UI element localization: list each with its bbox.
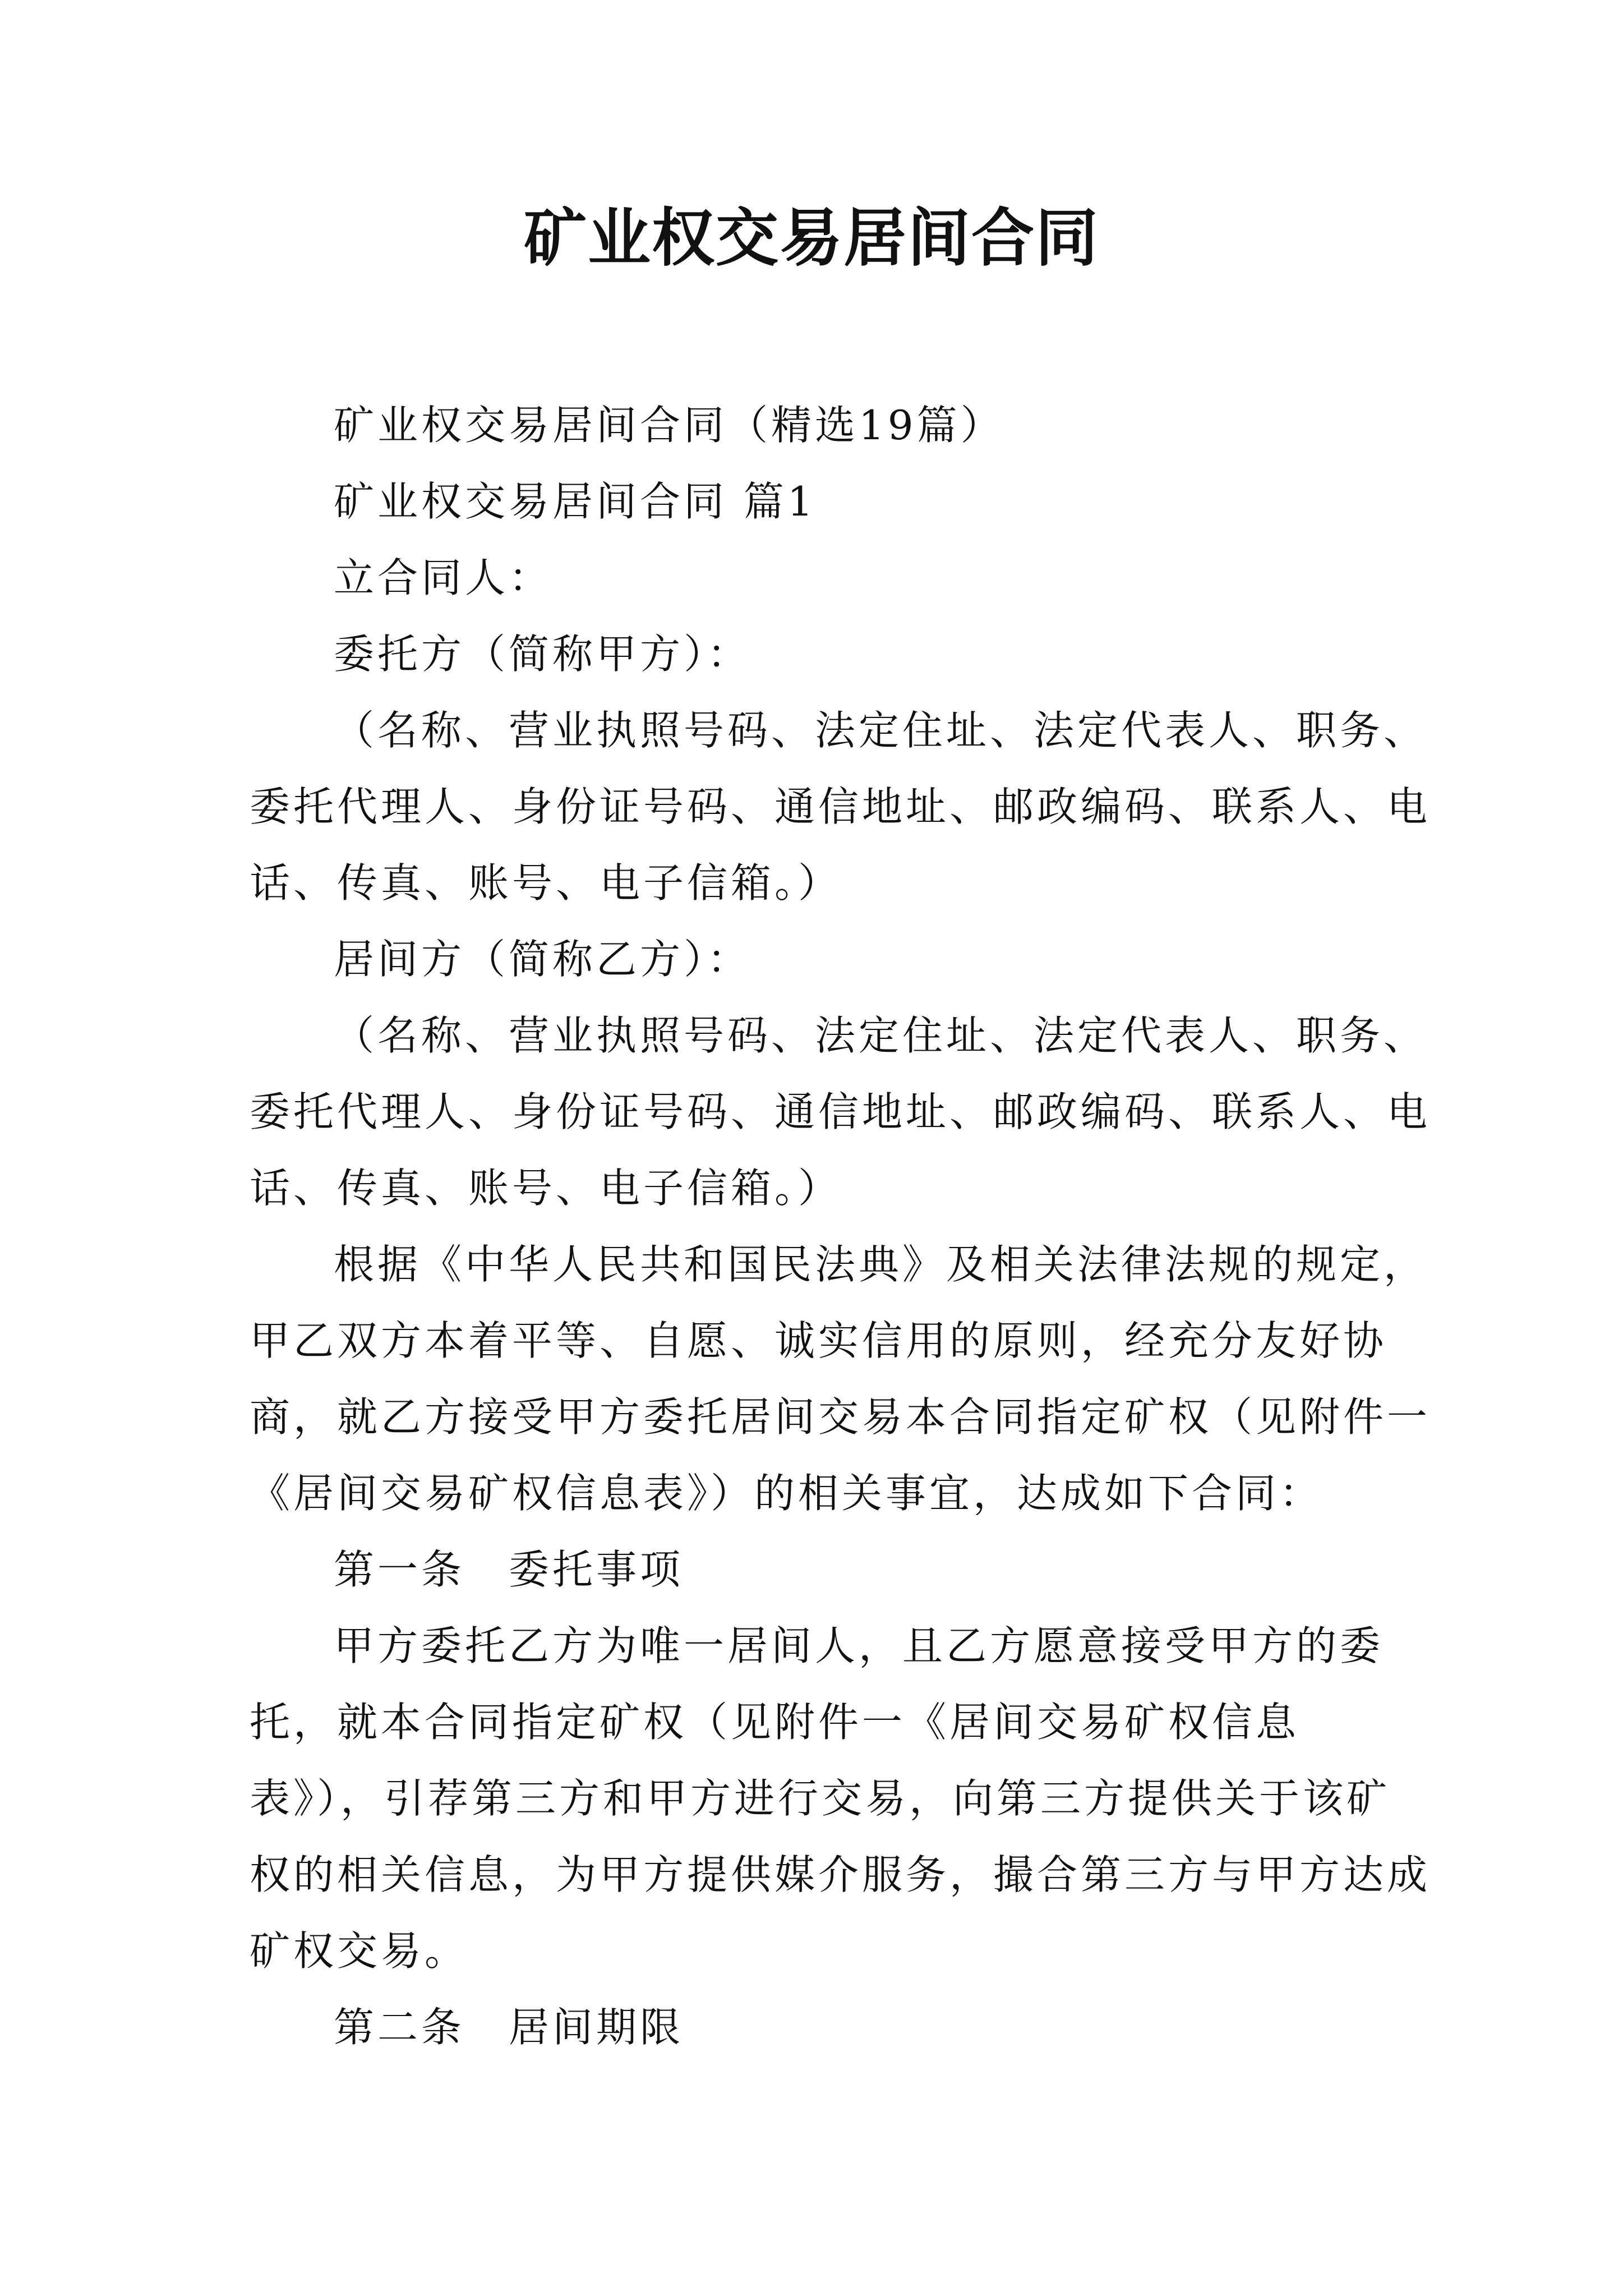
paragraph-article-1-body: 甲方委托乙方为唯一居间人，且乙方愿意接受甲方的委托，就本合同指定矿权（见附件一《居间交易矿权信息表》），引荐第三方和甲方进行交易，向第三方提供关于该矿权的相关信息，为甲方提供媒介服务，撮合第三方与甲方达成矿权交易。 [250,1622,1431,1975]
paragraph-party-b-label: 居间方（简称乙方）： [334,936,751,983]
paragraph-party-b-details: （名称、营业执照号码、法定住址、法定代表人、职务、委托代理人、身份证号码、通信地址、邮政编码、联系人、电话、传真、账号、电子信箱。） [250,1012,1431,1212]
document-title: 矿业权交易居间合同 [524,201,1099,275]
paragraph-parties-label: 立合同人： [334,554,553,601]
paragraph-article-1-heading: 第一条 委托事项 [334,1546,684,1593]
paragraph-preamble: 根据《中华人民共和国民法典》及相关法律法规的规定，甲乙双方本着平等、自愿、诚实信用的原则，经充分友好协商，就乙方接受甲方委托居间交易本合同指定矿权（见附件一《居间交易矿权信息表》）的相关事宜，达成如下合同： [250,1241,1431,1517]
paragraph-article-2-heading: 第二条 居间期限 [334,2004,684,2051]
paragraph-party-a-details: （名称、营业执照号码、法定住址、法定代表人、职务、委托代理人、身份证号码、通信地址、邮政编码、联系人、电话、传真、账号、电子信箱。） [250,707,1431,907]
paragraph-collection-heading: 矿业权交易居间合同（精选19篇） [334,402,1004,449]
paragraph-party-a-label: 委托方（简称甲方）： [334,631,751,678]
paragraph-article-heading: 矿业权交易居间合同 篇1 [334,478,817,525]
